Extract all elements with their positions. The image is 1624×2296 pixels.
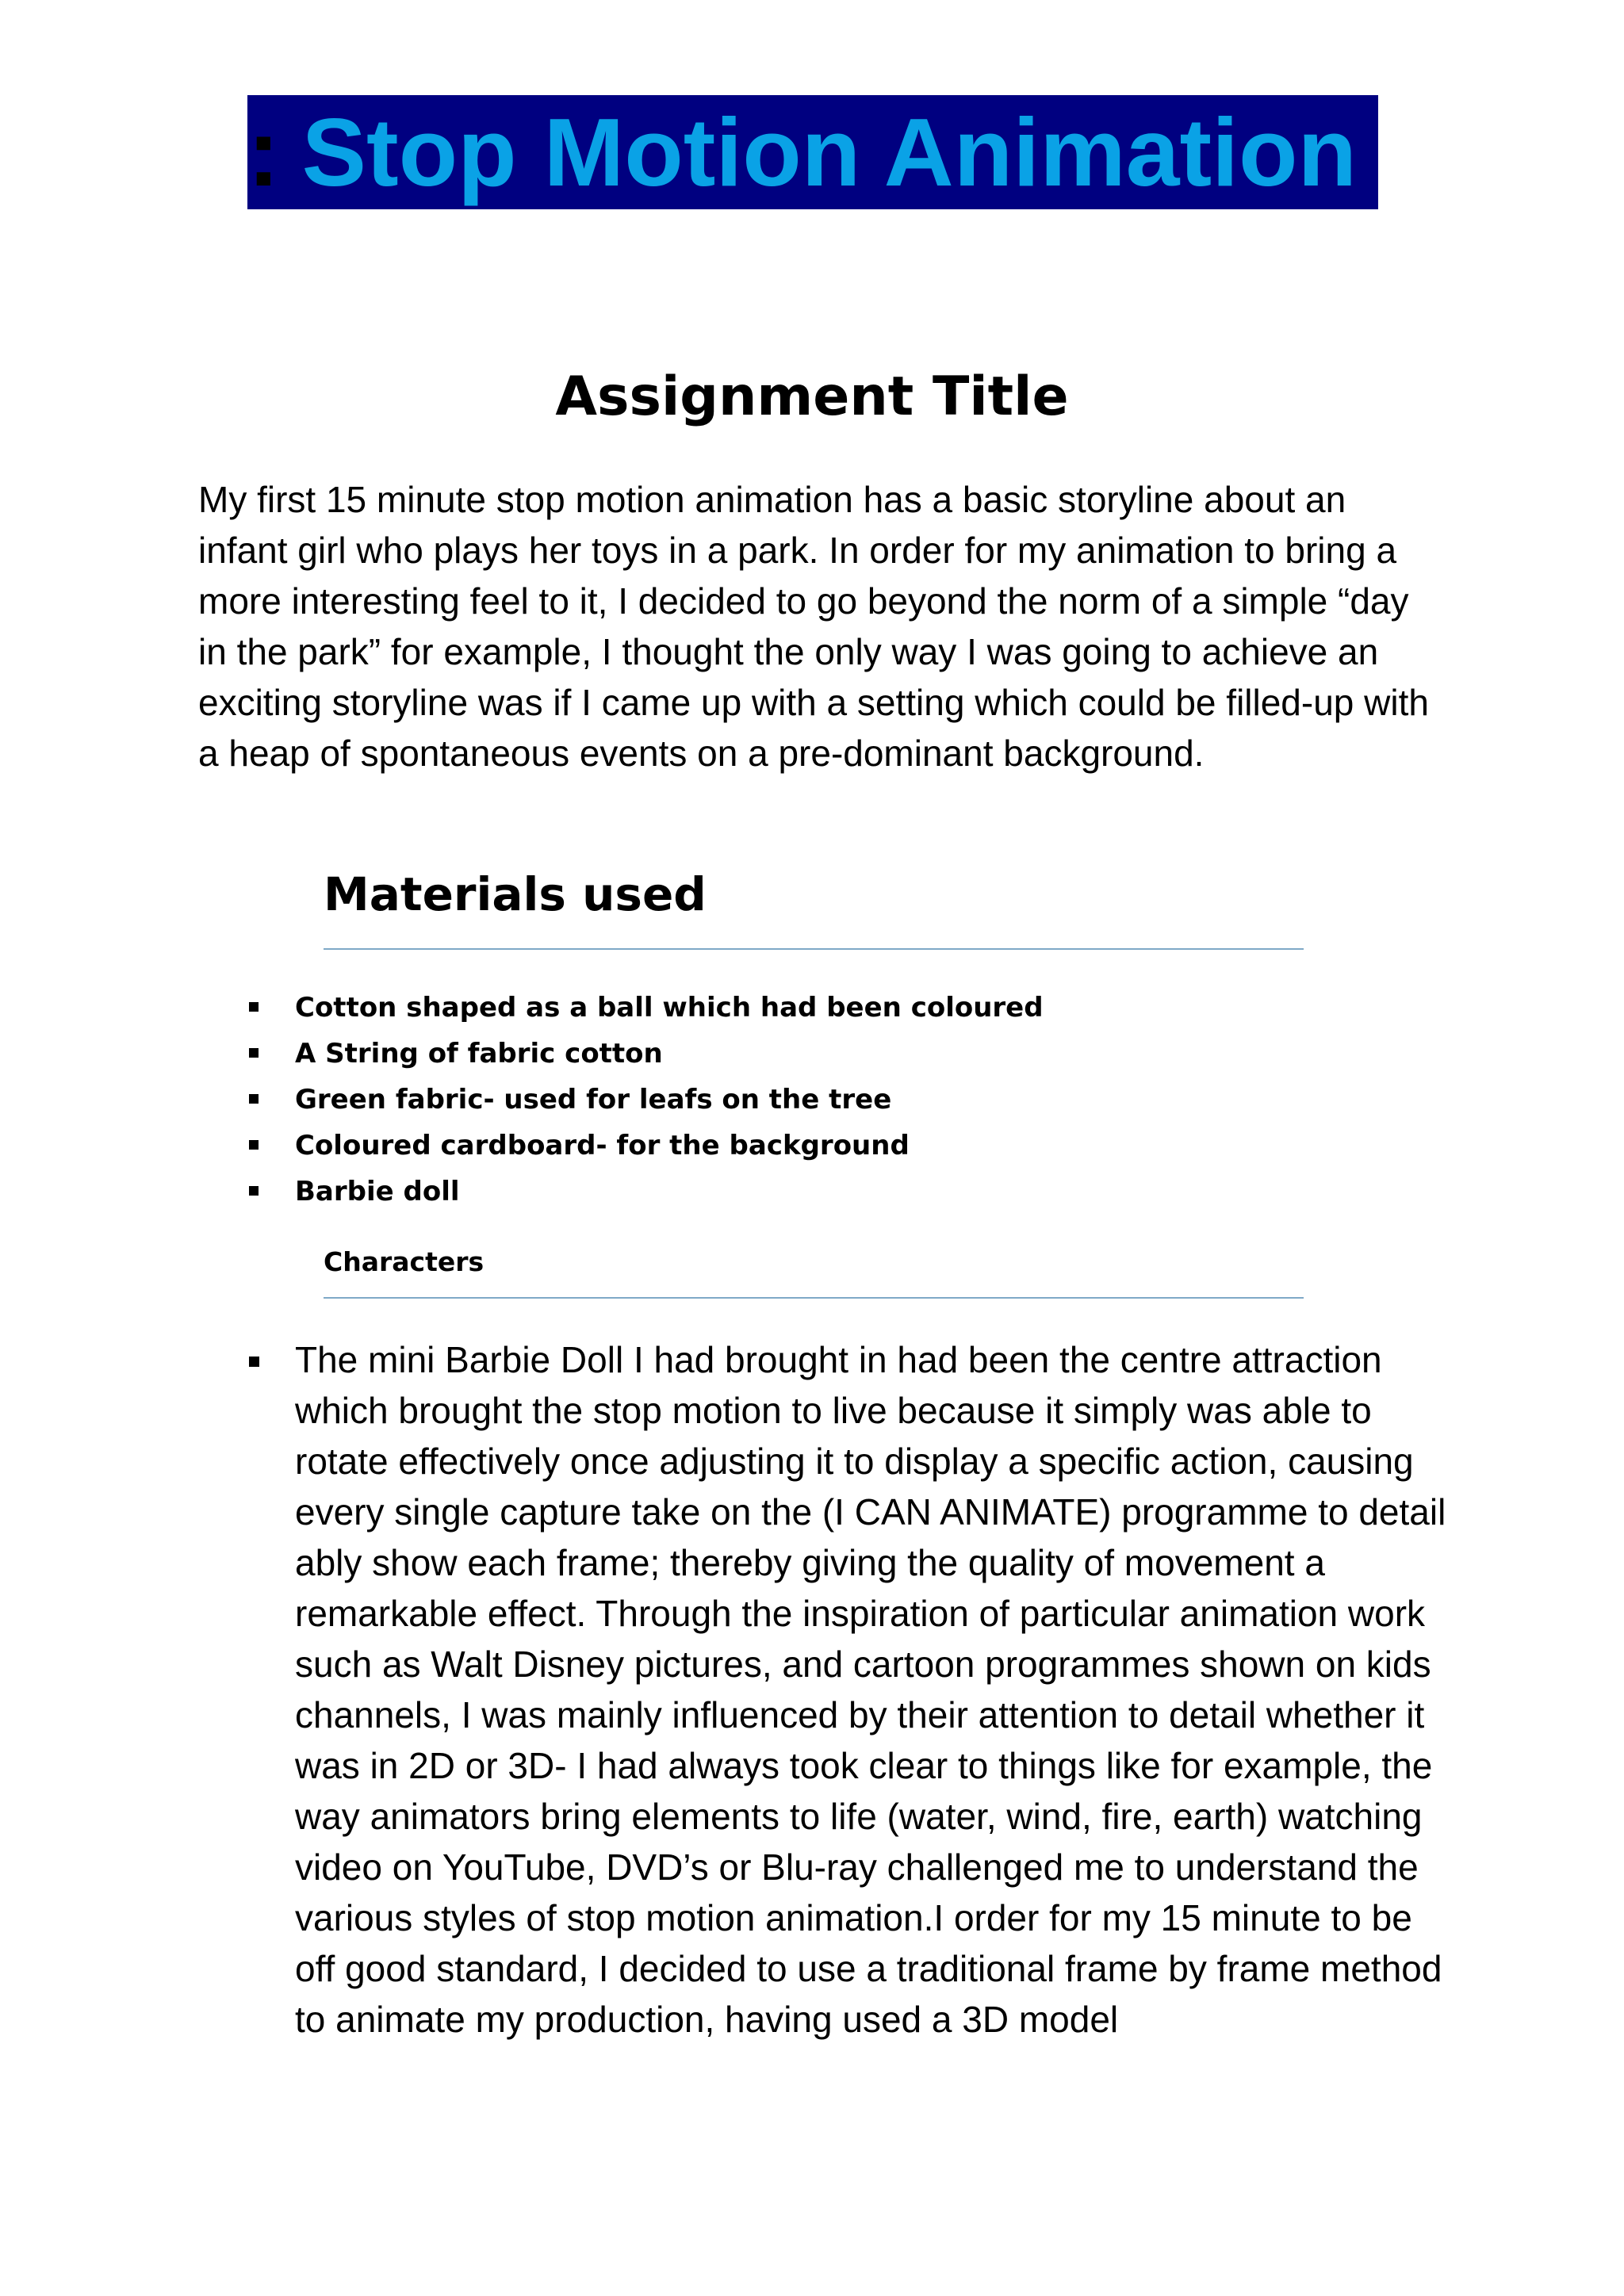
list-item xyxy=(246,1034,1044,1080)
square-bullet-icon xyxy=(249,1094,259,1104)
list-item xyxy=(246,1080,1044,1126)
list-item xyxy=(246,1334,1453,2045)
material-item-label: Cotton shaped as a ball which had been coloured xyxy=(295,992,1044,1024)
square-bullet-icon xyxy=(249,1357,259,1367)
square-bullet-icon xyxy=(249,1002,259,1012)
square-bullet-icon xyxy=(249,1186,259,1196)
materials-list xyxy=(246,988,1044,1218)
material-item-label: Barbie doll xyxy=(295,1176,460,1207)
list-item xyxy=(246,988,1044,1034)
material-item-label: Green fabric- used for leafs on the tree xyxy=(295,1084,892,1115)
material-item-label: Coloured cardboard- for the background xyxy=(295,1130,910,1161)
title-banner xyxy=(247,95,1378,209)
list-item xyxy=(246,1172,1044,1218)
banner-title: Stop Motion Animation xyxy=(301,98,1358,206)
characters-list xyxy=(246,1334,1453,2045)
square-bullet-icon xyxy=(249,1048,259,1058)
banner-prefix: : xyxy=(247,98,280,206)
materials-heading: Materials used xyxy=(324,863,1304,950)
material-item-label: A String of fabric cotton xyxy=(295,1038,663,1070)
intro-paragraph: My first 15 minute stop motion animation has a basic storyline about an infant girl who plays her toys in a park. In order for my animation to bring a more interesting feel to it, I decided to go beyond the norm of a simple “day in the park” for example, I thought the only way I was going to achieve an exciting storyline was if I came up with a setting which could be filled-up with a heap of spontaneous events on a pre-dominant background. xyxy=(198,479,1429,774)
square-bullet-icon xyxy=(249,1140,259,1150)
list-item xyxy=(246,1126,1044,1172)
characters-heading: Characters xyxy=(324,1243,1304,1299)
character-description: The mini Barbie Doll I had brought in had been the centre attraction which brought the stop motion to live because it simply was able to rotate effectively once adjusting it to display a specific action, causing every single capture take on the (I CAN ANIMATE) programme to detail ably show each frame; thereby giving the quality of movement a remarkable effect. Through the inspiration of particular animation work such as Walt Disney pictures, and cartoon programmes shown on kids channels, I was mainly influenced by their attention to detail whether it was in 2D or 3D- I had always took clear to things like for example, the way animators bring elements to life (water, wind, fire, earth) watching video on YouTube, DVD’s or Blu-ray challenged me to understand the various styles of stop motion animation.I order for my 15 minute to be off good standard, I decided to use a traditional frame by frame method to animate my production, having used a 3D model xyxy=(295,1339,1446,2040)
assignment-title: Assignment Title xyxy=(555,365,1069,428)
